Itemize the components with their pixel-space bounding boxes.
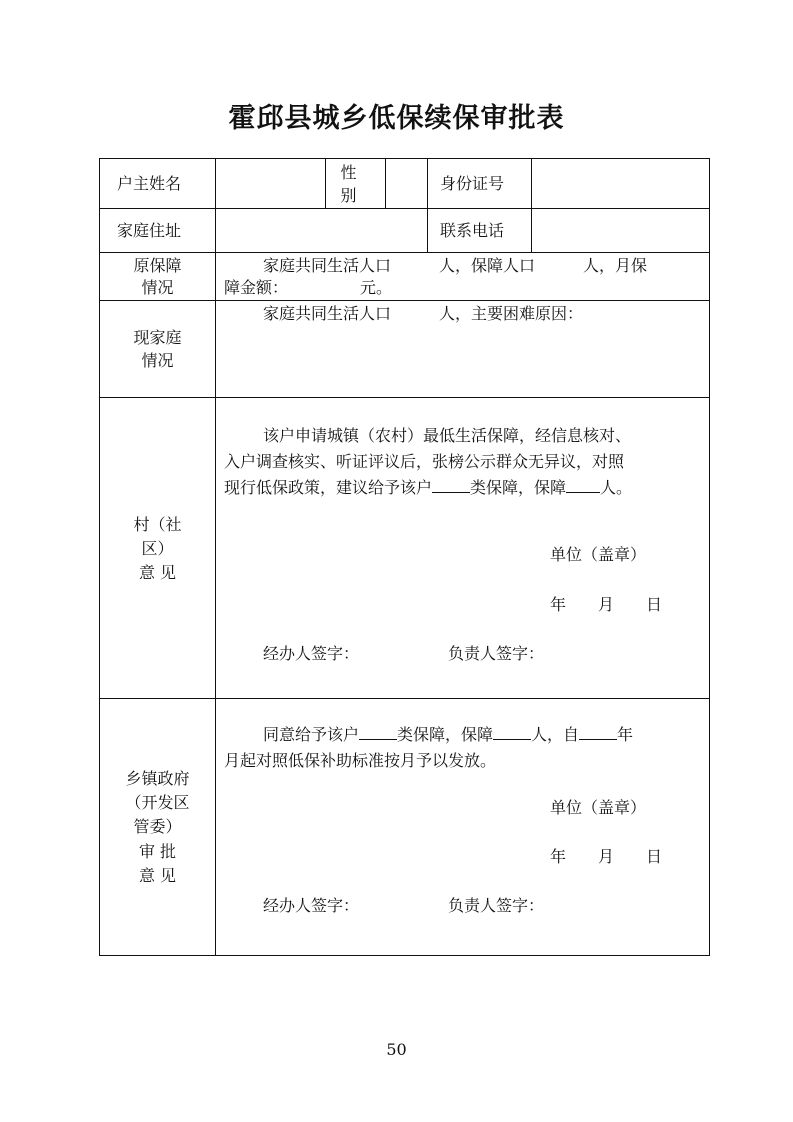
gender-field[interactable] [387,160,426,206]
town-opinion-label-line3: 管委） [133,817,182,836]
village-responsible-signature: 负责人签字： [448,644,545,663]
original-situation-line1: 家庭共同生活人口 人，保障人口 人，月保 [263,256,648,275]
town-opinion-line1-a: 同意给予该户 [263,725,360,744]
table-row-divider [99,397,710,398]
town-opinion-label-line1: 乡镇政府 [125,769,190,788]
town-opinion-line1-c: 人，自 [531,725,580,744]
table-border-top [99,158,710,159]
phone-label: 联系电话 [440,221,505,240]
cell-divider [531,158,532,252]
town-opinion-line1-b: 类保障，保障 [397,725,494,744]
village-date: 年 月 日 [550,595,663,614]
address-field[interactable] [217,210,426,250]
village-guarantee-persons-blank[interactable] [566,476,600,493]
village-opinion-line2: 入户调查核实、听证评议后，张榜公示群众无异议，对照 [224,452,625,471]
original-situation-label-line1: 原保障 [133,256,182,275]
table-row-divider [99,698,710,699]
town-opinion-line2: 月起对照低保补助标准按月予以发放。 [224,751,497,770]
table-border-bottom [99,955,710,956]
cell-divider [427,158,428,252]
town-opinion-line1 [263,722,633,748]
current-situation-label-line1: 现家庭 [133,328,182,347]
village-opinion-label-line1: 村（社 [133,515,182,534]
phone-field[interactable] [533,210,708,250]
village-opinion-line3-b: 类保障，保障 [470,478,567,497]
gender-label-line1: 性 [340,163,357,182]
town-start-year-blank[interactable] [579,723,617,740]
village-opinion-label-line2: 区） [141,539,174,558]
original-situation-line2: 障金额： 元。 [224,278,393,297]
village-unit-seal: 单位（盖章） [550,545,647,564]
town-opinion-line1-d: 年 [617,725,634,744]
village-guarantee-class-blank[interactable] [432,476,470,493]
village-opinion-line1: 该户申请城镇（农村）最低生活保障，经信息核对、 [263,426,632,445]
current-situation-line1: 家庭共同生活人口 人，主要困难原因： [263,304,584,323]
household-head-name-label: 户主姓名 [117,174,182,193]
address-label: 家庭住址 [117,221,182,240]
town-date: 年 月 日 [550,847,663,866]
town-guarantee-class-blank[interactable] [359,723,397,740]
cell-divider [385,158,386,208]
town-guarantee-persons-blank[interactable] [493,723,531,740]
town-responsible-signature: 负责人签字： [448,896,545,915]
town-opinion-label-line5: 意 见 [138,866,177,885]
village-opinion-line3 [224,475,632,501]
household-head-name-field[interactable] [217,160,324,206]
page-title: 霍邱县城乡低保续保审批表 [228,103,565,134]
original-situation-label-line2: 情况 [141,278,174,297]
town-opinion-label-line4: 审 批 [138,842,177,861]
town-opinion-label-line2: （开发区 [125,793,190,812]
village-opinion-label-line3: 意 见 [138,563,177,582]
table-row-divider [99,300,710,301]
table-row-divider [99,252,710,253]
town-unit-seal: 单位（盖章） [550,798,647,817]
town-handler-signature: 经办人签字： [263,896,360,915]
table-border-right [709,158,710,956]
id-number-field[interactable] [533,160,708,206]
table-row-divider [99,208,710,209]
village-handler-signature: 经办人签字： [263,644,360,663]
id-number-label: 身份证号 [440,174,505,193]
village-opinion-line3-c: 人。 [600,478,633,497]
current-situation-label-line2: 情况 [141,351,174,370]
gender-label-line2: 别 [340,186,357,205]
label-column-divider [215,158,216,956]
page-number: 50 [386,1040,407,1059]
village-opinion-line3-a: 现行低保政策，建议给予该户 [224,478,433,497]
